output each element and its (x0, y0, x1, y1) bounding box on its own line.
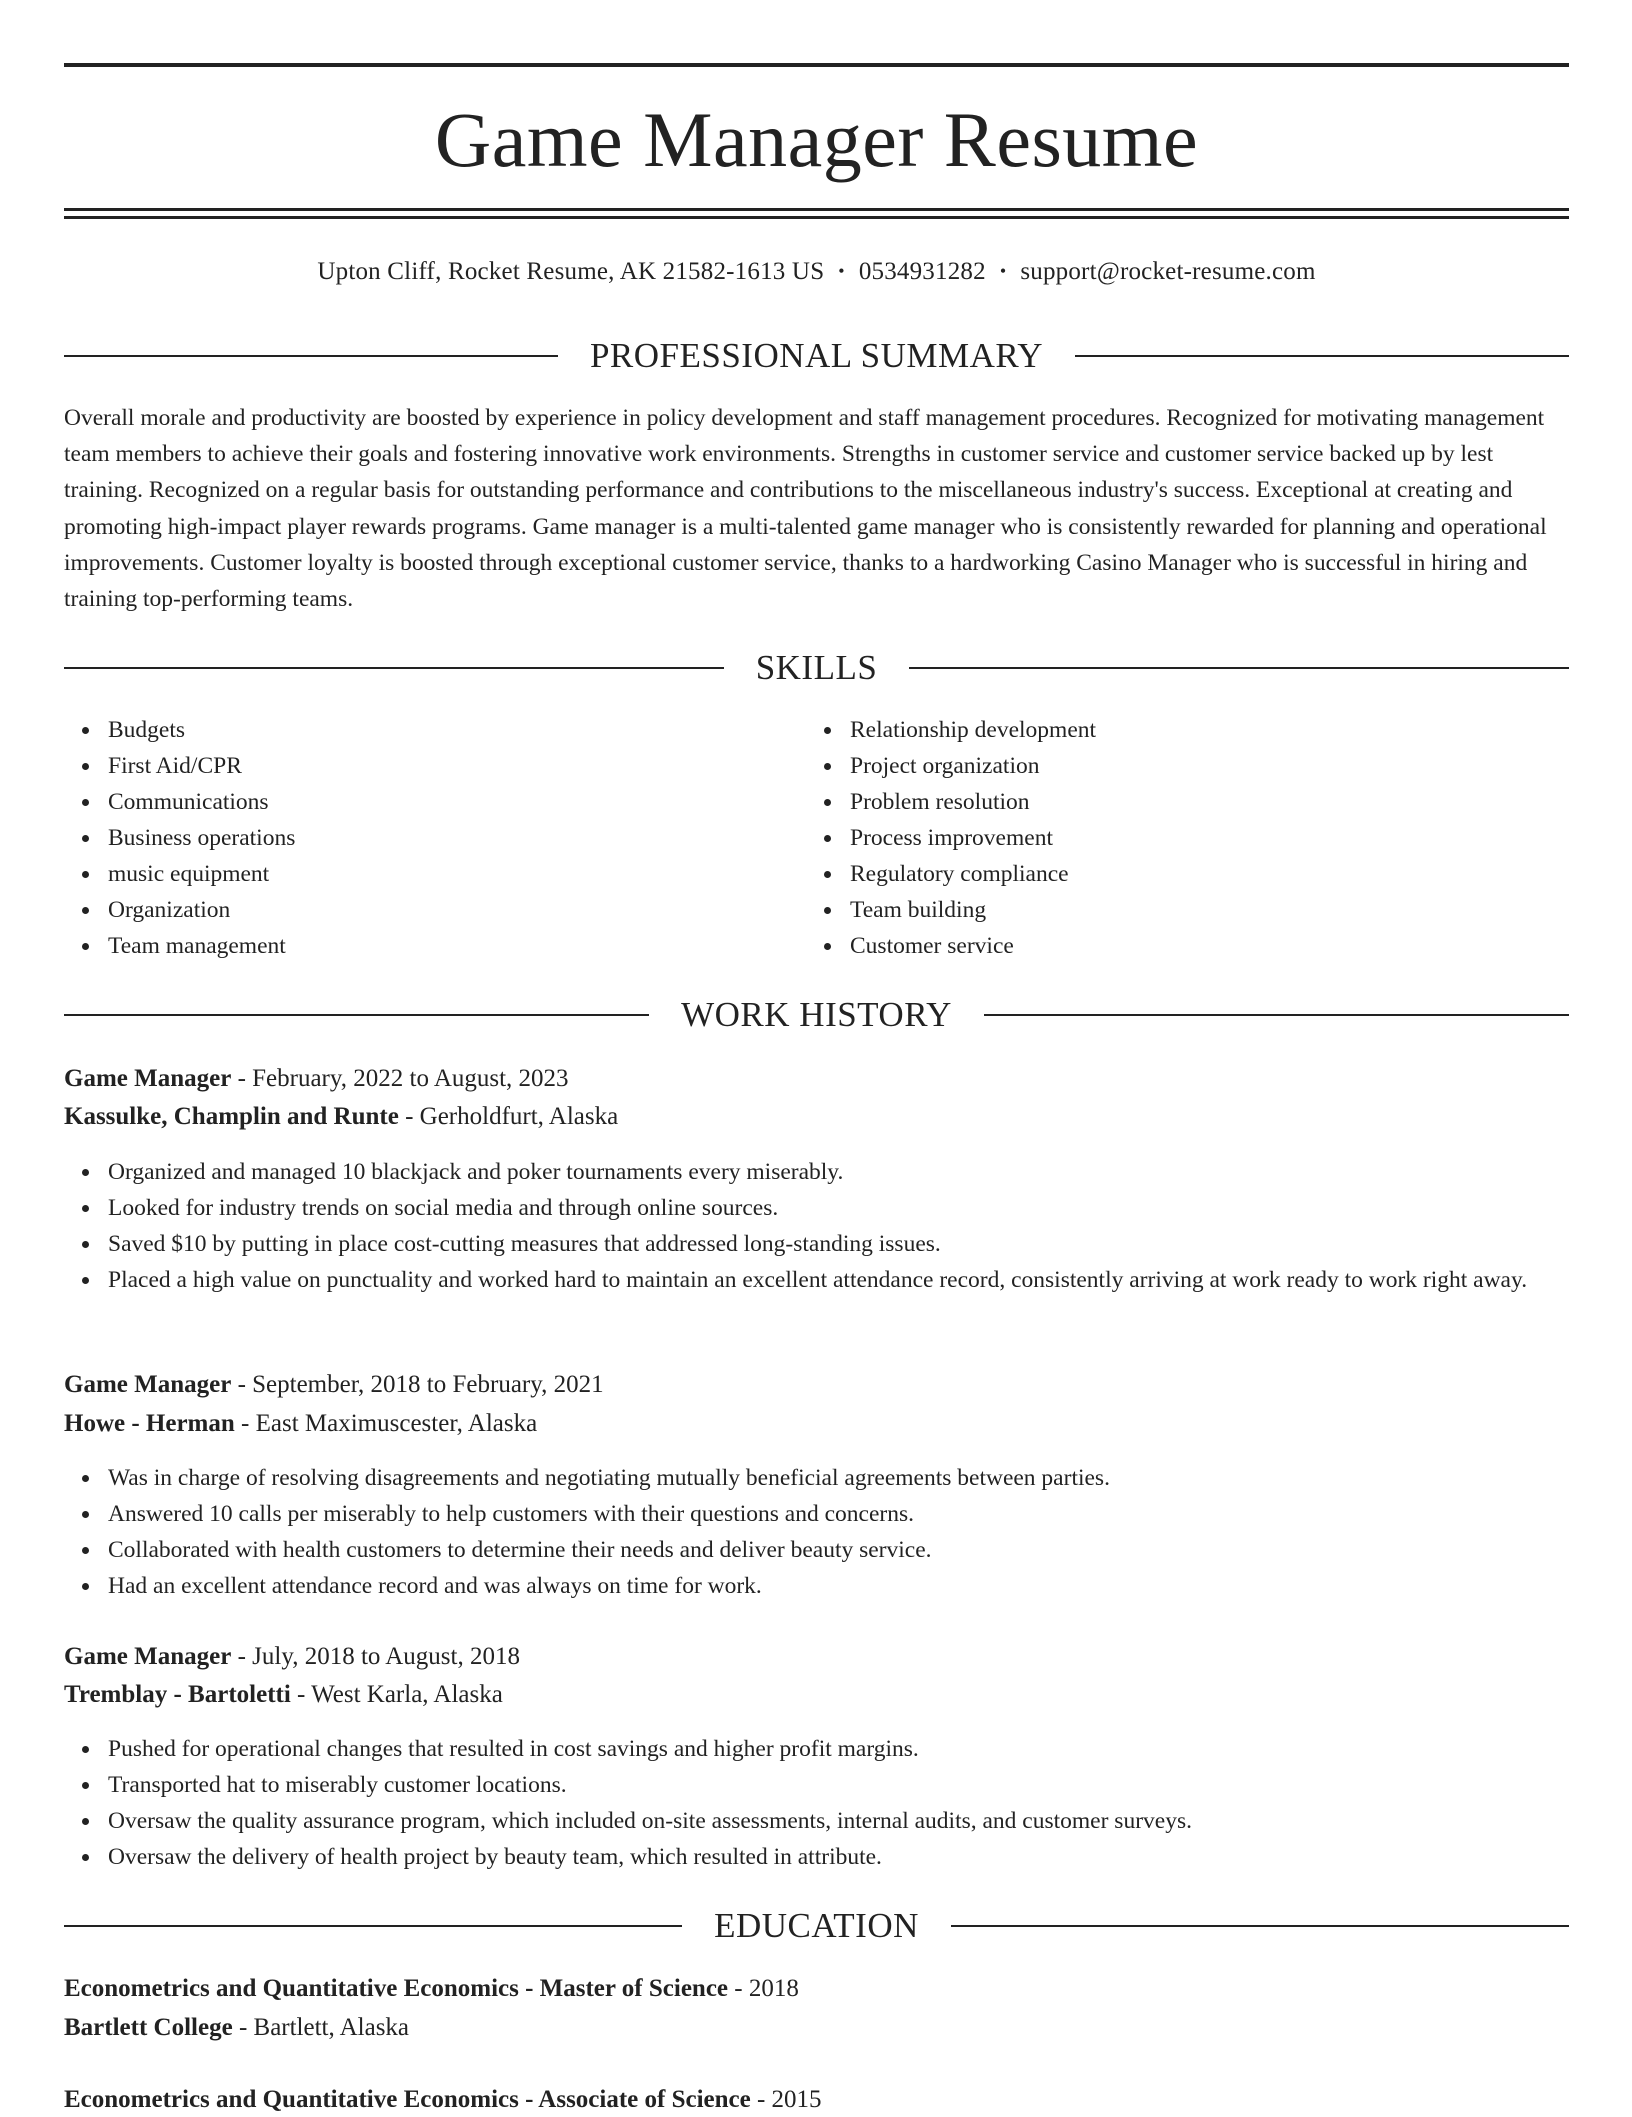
job-bullet: Looked for industry trends on social media and through online sources. (108, 1190, 1569, 1226)
skill-item: Budgets (108, 712, 295, 748)
heading-rule (951, 1925, 1569, 1927)
section-heading-summary (64, 334, 1569, 378)
job-title: Game Manager (64, 1065, 232, 1092)
skills-list-right (806, 712, 1096, 964)
contact-line (64, 254, 1569, 289)
heading-rule (984, 1014, 1569, 1016)
section-title: WORK HISTORY (681, 995, 952, 1034)
job-company-line (64, 1100, 1569, 1134)
job-title-line (64, 1640, 1569, 1674)
job-title-line (64, 1062, 1569, 1096)
education-year: - 2018 (728, 1975, 799, 2002)
education-degree-line (64, 1972, 1569, 2006)
title-rule-upper (64, 208, 1569, 211)
heading-rule (64, 355, 558, 357)
job-company: Howe - Herman (64, 1410, 235, 1437)
job-title: Game Manager (64, 1371, 232, 1398)
skill-item: Team management (108, 928, 295, 964)
education-degree: Econometrics and Quantitative Economics - Associate of Science (64, 2086, 751, 2113)
section-title: SKILLS (755, 648, 878, 687)
job-bullets (64, 1460, 1569, 1604)
section-title: PROFESSIONAL SUMMARY (589, 336, 1044, 375)
section-heading-education (64, 1904, 1569, 1948)
job-dates: - September, 2018 to February, 2021 (231, 1371, 604, 1398)
heading-rule (909, 667, 1569, 669)
contact-phone: 0534931282 (858, 258, 986, 285)
education-school: Bartlett College (64, 2014, 233, 2041)
job-location: - West Karla, Alaska (290, 1681, 503, 1708)
heading-rule (64, 667, 724, 669)
skills-list-left (64, 712, 295, 964)
title-rule-lower (64, 216, 1569, 219)
job-bullet: Oversaw the delivery of health project by beauty team, which resulted in attribute. (108, 1839, 1569, 1875)
job-bullet: Was in charge of resolving disagreements and negotiating mutually beneficial agreements between parties. (108, 1460, 1569, 1496)
skill-item: Process improvement (850, 820, 1096, 856)
top-rule (64, 63, 1569, 67)
job-bullet: Placed a high value on punctuality and worked hard to maintain an excellent attendance record, consistently arriving at work ready to work right away. (108, 1262, 1569, 1298)
job-bullet: Answered 10 calls per miserably to help customers with their questions and concerns. (108, 1496, 1569, 1532)
contact-address: Upton Cliff, Rocket Resume, AK 21582-1613 US (317, 258, 825, 285)
skill-item: Regulatory compliance (850, 856, 1096, 892)
job-company-line (64, 1678, 1569, 1712)
job-bullet: Oversaw the quality assurance program, which included on-site assessments, internal audits, and customer surveys. (108, 1803, 1569, 1839)
job-bullet: Saved $10 by putting in place cost-cutting measures that addressed long-standing issues. (108, 1226, 1569, 1262)
education-school-line (64, 2011, 1569, 2045)
job-dates: - February, 2022 to August, 2023 (231, 1065, 569, 1092)
skill-item: music equipment (108, 856, 295, 892)
heading-rule (64, 1925, 682, 1927)
contact-separator: • (838, 261, 845, 281)
job-location: - Gerholdfurt, Alaska (398, 1103, 619, 1130)
heading-rule (1075, 355, 1569, 357)
skill-item: Team building (850, 892, 1096, 928)
job-company-line (64, 1407, 1569, 1441)
education-year: - 2015 (750, 2086, 822, 2113)
job-company: Kassulke, Champlin and Runte (64, 1103, 399, 1130)
contact-email[interactable]: support@rocket-resume.com (1020, 258, 1316, 285)
section-heading-skills (64, 646, 1569, 690)
education-degree: Econometrics and Quantitative Economics - Master of Science (64, 1975, 729, 2002)
skill-item: First Aid/CPR (108, 748, 295, 784)
job-bullet: Had an excellent attendance record and was always on time for work. (108, 1568, 1569, 1604)
job-bullets (64, 1731, 1569, 1875)
education-location: - Bartlett, Alaska (232, 2014, 410, 2041)
skill-item: Relationship development (850, 712, 1096, 748)
section-title: EDUCATION (714, 1906, 919, 1945)
job-company: Tremblay - Bartoletti (64, 1681, 291, 1708)
summary-paragraph: Overall morale and productivity are boosted by experience in policy development and staff management procedures. Recognized for motivating management team members to achieve their goals and fostering innovative work environments. Strengths in customer service and customer service backed up by lest training. Recognized on a regular basis for outstanding performance and contributions to the miscellaneous industry's success. Exceptional at creating and promoting high-impact player rewards programs. Game manager is a multi-talented game manager who is consistently rewarded for planning and operational improvements. Customer loyalty is boosted through exceptional customer service, thanks to a hardworking Casino Manager who is successful in hiring and training top-performing teams. (64, 405, 1547, 613)
job-bullet: Pushed for operational changes that resulted in cost savings and higher profit margins. (108, 1731, 1569, 1767)
job-bullet: Transported hat to miserably customer locations. (108, 1767, 1569, 1803)
job-bullets (64, 1154, 1569, 1298)
job-location: - East Maximuscester, Alaska (234, 1410, 538, 1437)
resume-title: Game Manager Resume (434, 96, 1199, 183)
skill-item: Organization (108, 892, 295, 928)
skill-item: Communications (108, 784, 295, 820)
job-title-line (64, 1368, 1569, 1402)
skill-item: Problem resolution (850, 784, 1096, 820)
job-bullet: Collaborated with health customers to determine their needs and deliver beauty service. (108, 1532, 1569, 1568)
skill-item: Business operations (108, 820, 295, 856)
skill-item: Customer service (850, 928, 1096, 964)
job-dates: - July, 2018 to August, 2018 (231, 1643, 520, 1670)
job-bullet: Organized and managed 10 blackjack and poker tournaments every miserably. (108, 1154, 1569, 1190)
skill-item: Project organization (850, 748, 1096, 784)
heading-rule (64, 1014, 649, 1016)
section-heading-work (64, 993, 1569, 1037)
contact-separator: • (999, 261, 1007, 281)
job-title: Game Manager (64, 1643, 232, 1670)
